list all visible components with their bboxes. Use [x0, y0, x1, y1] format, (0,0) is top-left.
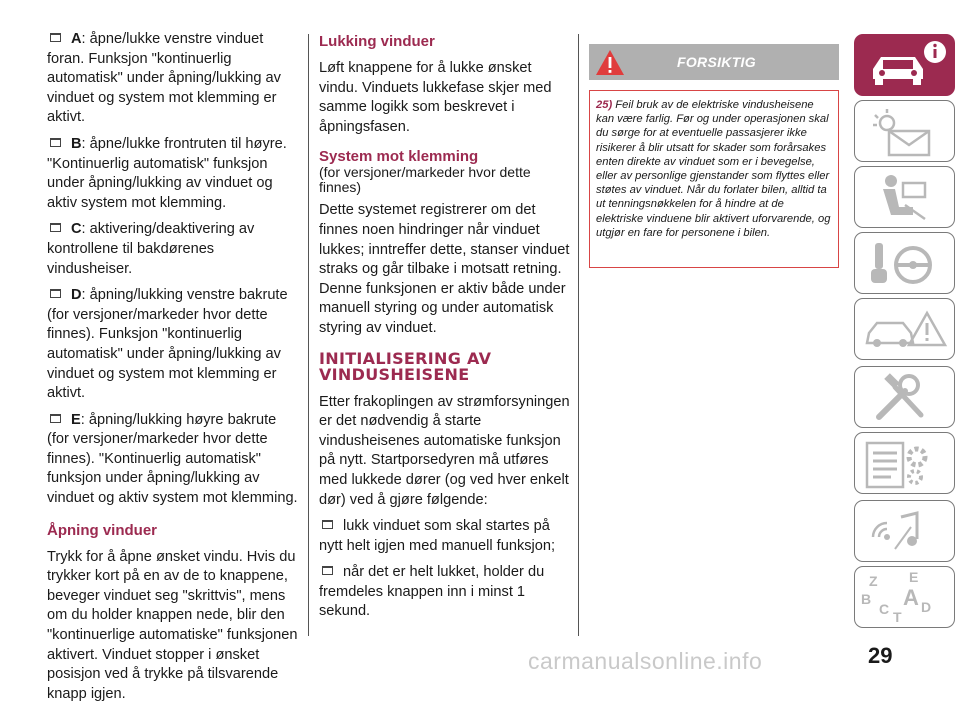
bullet-icon: [322, 566, 333, 575]
car-info-icon: [855, 35, 955, 96]
item-e: E: åpning/lukking høyre bakrute (for versjoner/markeder hvor dette finnes). "Kontinuerlig automatisk" funksjon under åpning/lukking av vinduet og aktiv system mot klemming.: [47, 411, 298, 507]
tab-multimedia[interactable]: [854, 500, 955, 562]
item-a: A: åpne/lukke venstre vinduet foran. Funksjon "kontinuerlig automatisk" under åpning/lukking av vinduet og system mot klemming er aktivt.: [47, 31, 281, 126]
tab-car-breakdown[interactable]: [854, 298, 955, 360]
tab-seat-airbag[interactable]: [854, 166, 955, 228]
step-1: lukk vinduet som skal startes på nytt helt igjen med manuell funksjon;: [319, 518, 556, 554]
antipinch-heading: System mot klemming: [319, 148, 479, 166]
step-2: når det er helt lukket, holder du fremdeles knappen inn i minst 1 sekund.: [319, 564, 545, 620]
note-number: 25): [596, 99, 613, 111]
closing-text: Løft knappene for å lukke ønsket vindu. Vinduets lukkefase skjer med samme logikk som beskrevet i åpningsfasen.: [319, 60, 552, 135]
warning-triangle-icon: [595, 49, 625, 76]
bullet-icon: [50, 414, 61, 423]
watermark: carmanualsonline.info: [528, 648, 763, 674]
left-column: [47, 30, 299, 711]
caution-text: Feil bruk av de elektriske vindusheisene kan være farlig. Før og under operasjonen skal du sørge for at eventuelle passasjerer ikke risikerer å blir utsatt for skader som forårsakes enten direkte av vinduet som er i bevegelse, eller av personlige gjenstander som flyttes eller støtes av vinduet. Når du forlater bilen, alltid ta ut tenningsnøkkelen for å hindre at de elektriske vinduene blir aktivert uforvarende, og utgjør en fare for personene i bilen.: [596, 99, 831, 239]
item-d: D: åpning/lukking venstre bakrute (for versjoner/markeder hvor dette finnes). Funksjon "kontinuerlig automatisk" under åpning/lukking av vinduet og system mot klemming er aktivt.: [47, 287, 288, 402]
closing-heading: Lukking vinduer: [319, 33, 435, 50]
warning-lights-icon: [855, 101, 955, 162]
tab-steering-key[interactable]: [854, 232, 955, 294]
alphabetical-index-icon: Z E B A C D T: [861, 569, 932, 625]
multimedia-icon: [855, 501, 955, 562]
opening-text: Trykk for å åpne ønsket vindu. Hvis du trykker kort på en av de to knappene, beveger vinduet seg "skrittvis", mens om du holder knappen nede, blir den "kontinuerlige automatiske" funksjonen aktivert. Vinduet stopper i ønsket posisjon ved å trykke på tilsvarende knapp igjen.: [47, 548, 298, 702]
bullet-icon: [50, 33, 61, 42]
seat-airbag-icon: [855, 167, 955, 228]
tab-maintenance[interactable]: [854, 366, 955, 428]
opening-heading: Åpning vinduer: [47, 521, 157, 539]
column-divider: [578, 34, 579, 636]
init-heading: INITIALISERING AV VINDUSHEISENE: [319, 348, 492, 384]
tab-index[interactable]: [854, 566, 955, 628]
specifications-icon: [855, 433, 955, 494]
caution-title: FORSIKTIG: [677, 54, 756, 70]
column-divider: [308, 34, 309, 636]
steering-key-icon: [855, 233, 955, 294]
caution-box: [589, 90, 839, 268]
bullet-icon: [50, 138, 61, 147]
item-c: C: aktivering/deaktivering av kontrollene til bakdørenes vindusheiser.: [47, 221, 255, 277]
car-breakdown-icon: [855, 299, 955, 360]
init-text: Etter frakoplingen av strømforsyningen er det nødvendig å starte vindusheisenes automatiske funksjon på nytt. Startporsedyren må utføres med lukkede dører (og ved hver enkelt dør) ved å gjøre følgende:: [319, 393, 570, 508]
antipinch-text: Dette systemet registrerer om det finnes noen hindringer når vinduet lukkes; inntreffer dette, stanser vinduet straks og går tilbake i motsatt retning. Denne funksjonen er aktiv både under manuell styring og under automatisk styring av vinduet.: [319, 202, 570, 336]
tab-car-info[interactable]: [854, 34, 955, 96]
middle-column: [319, 30, 571, 629]
bullet-icon: [50, 289, 61, 298]
caution-header: [589, 44, 839, 80]
tab-warning-lights[interactable]: [854, 100, 955, 162]
antipinch-subtitle: (for versjoner/markeder hvor dette finnes): [319, 164, 531, 196]
item-b: B: åpne/lukke frontruten til høyre. "Kontinuerlig automatisk" funksjon under åpning/lukking av vinduet og aktiv system mot klemming.: [47, 135, 287, 211]
page-number: 29: [868, 643, 893, 668]
bullet-icon: [322, 520, 333, 529]
tab-specifications[interactable]: [854, 432, 955, 494]
bullet-icon: [50, 223, 61, 232]
maintenance-tools-icon: [855, 367, 955, 428]
